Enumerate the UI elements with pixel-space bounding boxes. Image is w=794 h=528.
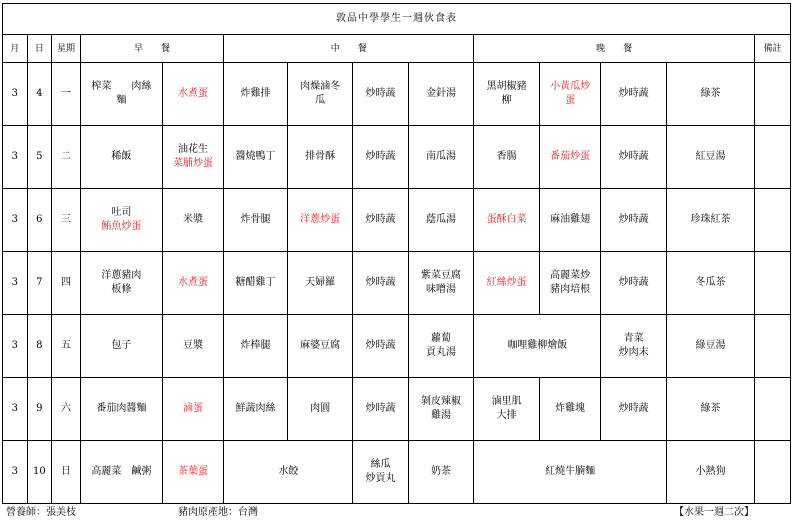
menu-item-text: 小熱狗: [695, 466, 726, 477]
menu-item-text: 綠豆湯: [695, 340, 726, 351]
menu-item-text: 瓜: [315, 95, 326, 106]
row-month: 3: [3, 63, 28, 126]
menu-day-row: [3, 378, 791, 441]
dinner-drink: [666, 315, 754, 378]
menu-item-text: 麻婆豆腐: [300, 340, 341, 351]
menu-item-text: 炸雞排: [240, 88, 271, 99]
row-weekday: 四: [52, 252, 81, 315]
row-day: 8: [27, 315, 52, 378]
lunch-dish-2: [287, 126, 353, 189]
menu-item-text: 炒時蔬: [618, 88, 649, 99]
menu-item-text: 南瓜湯: [426, 151, 456, 162]
menu-item-text: 雞湯: [431, 410, 451, 421]
breakfast-main: [80, 126, 162, 189]
menu-item-text: 大排: [496, 410, 517, 421]
menu-day-row: [3, 63, 791, 126]
lunch-vegetable: [353, 189, 408, 252]
lunch-dish-1: [224, 63, 288, 126]
menu-item-text: 包子: [111, 340, 132, 351]
menu-item-text: 米漿: [183, 214, 204, 225]
menu-item-text: 炸骨腿: [240, 214, 271, 225]
menu-item-text: 滷蛋: [183, 403, 204, 414]
pork-origin-note: 豬肉原產地：台灣: [178, 507, 258, 518]
menu-item-text: 炒時蔬: [365, 151, 396, 162]
menu-item-text: 紫菜豆腐: [421, 270, 461, 281]
breakfast-side: [162, 126, 223, 189]
menu-item-text: 板條: [111, 284, 132, 295]
breakfast-side: [162, 315, 223, 378]
menu-item-text: 小黃瓜炒: [550, 81, 591, 92]
row-month: 3: [3, 126, 28, 189]
row-note: [755, 441, 791, 504]
menu-day-row: [3, 189, 791, 252]
row-day: 5: [27, 126, 52, 189]
dinner-dish-1: [474, 252, 540, 315]
dinner-dish-2: [539, 189, 600, 252]
menu-item-text: 蛋酥白菜: [486, 214, 527, 225]
menu-item-text: 油花生: [178, 144, 209, 155]
menu-item-text: 炒時蔬: [365, 340, 396, 351]
menu-item-text: 番茄炒蛋: [550, 151, 591, 162]
menu-item-text: 奶茶: [431, 466, 451, 477]
menu-item-text: 蔭瓜湯: [426, 214, 456, 225]
menu-item-text: 天婦羅: [305, 277, 336, 288]
menu-item-text: 炒時蔬: [365, 214, 396, 225]
menu-day-row: [3, 315, 791, 378]
dinner-drink: [666, 63, 754, 126]
row-weekday: 五: [52, 315, 81, 378]
breakfast-main: [80, 63, 162, 126]
dinner-dish-1: [474, 63, 540, 126]
menu-item-text: 麵: [116, 95, 127, 106]
lunch-vegetable: [353, 126, 408, 189]
dinner-vegetable: [601, 378, 667, 441]
dinner-drink: [666, 126, 754, 189]
menu-day-row: [3, 252, 791, 315]
menu-item-text: 番茄肉醬麵: [96, 403, 147, 414]
menu-item-text: 鮪魚炒蛋: [101, 221, 142, 232]
menu-item-text: 紅燒牛腩麵: [545, 466, 596, 477]
fruit-note: 【水果一週二次】: [674, 507, 754, 518]
header-weekday: 星期: [52, 35, 81, 63]
menu-item-text: 咖哩雞柳燴飯: [507, 340, 568, 351]
menu-item-text: 茶葉蛋: [178, 466, 209, 477]
dinner-drink: [666, 441, 754, 504]
menu-item-text: 貢丸湯: [426, 347, 456, 358]
breakfast-main: [80, 441, 162, 504]
row-day: 9: [27, 378, 52, 441]
menu-item-text: 糖醋雞丁: [235, 277, 276, 288]
header-breakfast: 早 餐: [80, 35, 223, 63]
menu-item-text: 炒時蔬: [365, 277, 396, 288]
menu-item-text: 珍珠紅茶: [690, 214, 731, 225]
lunch-dish-1: [224, 315, 288, 378]
menu-item-text: 醬燒鴨丁: [235, 151, 276, 162]
menu-item-text: 炒時蔬: [618, 277, 649, 288]
menu-item-text: 洋蔥豬肉: [101, 270, 142, 281]
header-month: 月: [3, 35, 28, 63]
menu-item-text: 滷里肌: [491, 396, 522, 407]
dinner-dish-2: [539, 378, 600, 441]
menu-item-text: 蘿蔔: [431, 333, 451, 344]
breakfast-main: [80, 189, 162, 252]
dinner-dish-1: [474, 189, 540, 252]
menu-item-text: 冬瓜茶: [695, 277, 726, 288]
lunch-dish-2: [287, 252, 353, 315]
row-weekday: 三: [52, 189, 81, 252]
dinner-dish-1: [474, 126, 540, 189]
menu-item-text: 剝皮辣椒: [421, 396, 461, 407]
menu-item-text: 炒貢丸: [365, 473, 396, 484]
lunch-soup: [408, 378, 474, 441]
row-note: [755, 126, 791, 189]
menu-item-text: 排骨酥: [305, 151, 336, 162]
menu-item-text: 肉圓: [310, 403, 331, 414]
menu-item-text: 炒時蔬: [618, 214, 649, 225]
menu-item-text: 吐司: [111, 207, 132, 218]
menu-item-text: 綠茶: [700, 403, 721, 414]
lunch-dish-1: [224, 378, 288, 441]
row-weekday: 日: [52, 441, 81, 504]
menu-title: 敦品中學學生一週伙食表: [3, 4, 791, 35]
header-lunch: 中 餐: [224, 35, 474, 63]
menu-item-text: 炸棒腿: [240, 340, 271, 351]
menu-item-text: 紅豆湯: [695, 151, 726, 162]
header-dinner: 晚 餐: [474, 35, 755, 63]
lunch-dish-2: [287, 189, 353, 252]
menu-item-text: 豬肉培根: [550, 284, 591, 295]
lunch-vegetable: [353, 252, 408, 315]
dinner-drink: [666, 189, 754, 252]
row-day: 10: [27, 441, 52, 504]
dinner-main: [474, 315, 601, 378]
row-month: 3: [3, 378, 28, 441]
menu-day-row: [3, 441, 791, 504]
menu-body: [3, 63, 791, 504]
menu-item-text: 稀飯: [111, 151, 132, 162]
dinner-drink: [666, 378, 754, 441]
menu-item-text: 水餃: [278, 466, 299, 477]
dinner-dish-2: [539, 63, 600, 126]
dinner-vegetable: [601, 63, 667, 126]
lunch-dish-1: [224, 252, 288, 315]
menu-item-text: 黑胡椒豬: [486, 81, 527, 92]
menu-item-text: 柳: [501, 95, 512, 106]
lunch-soup: [408, 126, 474, 189]
weekly-menu-table: [2, 3, 791, 504]
lunch-vegetable: [353, 63, 408, 126]
lunch-vegetable: [353, 441, 408, 504]
dietitian-note: 營養師：張美枝: [6, 507, 76, 518]
menu-item-text: 絲瓜: [370, 459, 391, 470]
breakfast-side: [162, 252, 223, 315]
row-day: 7: [27, 252, 52, 315]
lunch-dish-2: [287, 315, 353, 378]
menu-item-text: 榨菜 肉絲: [91, 81, 152, 92]
menu-item-text: 高麗菜炒: [550, 270, 591, 281]
dinner-drink: [666, 252, 754, 315]
row-weekday: 二: [52, 126, 81, 189]
menu-item-text: 水煮蛋: [178, 277, 209, 288]
lunch-soup: [408, 441, 474, 504]
lunch-soup: [408, 252, 474, 315]
row-month: 3: [3, 189, 28, 252]
lunch-soup: [408, 315, 474, 378]
row-note: [755, 315, 791, 378]
row-month: 3: [3, 252, 28, 315]
menu-item-text: 炸雞塊: [555, 403, 586, 414]
lunch-vegetable: [353, 378, 408, 441]
menu-item-text: 炒肉末: [618, 347, 649, 358]
dinner-dish-2: [539, 126, 600, 189]
row-weekday: 六: [52, 378, 81, 441]
dinner-vegetable: [601, 126, 667, 189]
menu-item-text: 鮮蔬肉絲: [235, 403, 276, 414]
row-note: [755, 378, 791, 441]
header-note: 備註: [755, 35, 791, 63]
breakfast-side: [162, 189, 223, 252]
menu-item-text: 紅絲炒蛋: [486, 277, 527, 288]
menu-item-text: 金針湯: [426, 88, 456, 99]
dinner-vegetable: [601, 189, 667, 252]
menu-day-row: [3, 126, 791, 189]
row-month: 3: [3, 441, 28, 504]
row-month: 3: [3, 315, 28, 378]
lunch-dish-1: [224, 126, 288, 189]
breakfast-side: [162, 378, 223, 441]
lunch-dish-2: [287, 378, 353, 441]
breakfast-main: [80, 378, 162, 441]
row-note: [755, 63, 791, 126]
lunch-main: [224, 441, 353, 504]
menu-item-text: 菜脯炒蛋: [173, 158, 214, 169]
menu-item-text: 炒時蔬: [365, 88, 396, 99]
row-day: 6: [27, 189, 52, 252]
dinner-main: [474, 441, 667, 504]
menu-item-text: 水煮蛋: [178, 88, 209, 99]
menu-item-text: 味噌湯: [426, 284, 456, 295]
row-weekday: 一: [52, 63, 81, 126]
lunch-soup: [408, 63, 474, 126]
menu-item-text: 豆漿: [183, 340, 204, 351]
menu-item-text: 炒時蔬: [618, 151, 649, 162]
menu-item-text: 洋蔥炒蛋: [300, 214, 341, 225]
menu-item-text: 麻油雞翅: [550, 214, 591, 225]
lunch-soup: [408, 189, 474, 252]
menu-item-text: 肉燥滷冬: [300, 81, 341, 92]
breakfast-side: [162, 441, 223, 504]
menu-item-text: 蛋: [565, 95, 576, 106]
breakfast-main: [80, 315, 162, 378]
row-day: 4: [27, 63, 52, 126]
menu-item-text: 香腸: [496, 151, 517, 162]
dinner-vegetable: [601, 252, 667, 315]
lunch-dish-2: [287, 63, 353, 126]
menu-item-text: 炒時蔬: [618, 403, 649, 414]
breakfast-main: [80, 252, 162, 315]
dinner-dish-1: [474, 378, 540, 441]
menu-item-text: 炒時蔬: [365, 403, 396, 414]
menu-item-text: 青菜: [623, 333, 644, 344]
menu-item-text: 高麗菜 鹹粥: [91, 466, 152, 477]
dinner-dish-2: [539, 252, 600, 315]
header-day: 日: [27, 35, 52, 63]
menu-item-text: 綠茶: [700, 88, 721, 99]
lunch-vegetable: [353, 315, 408, 378]
lunch-dish-1: [224, 189, 288, 252]
breakfast-side: [162, 63, 223, 126]
row-note: [755, 252, 791, 315]
row-note: [755, 189, 791, 252]
dinner-vegetable: [601, 315, 667, 378]
